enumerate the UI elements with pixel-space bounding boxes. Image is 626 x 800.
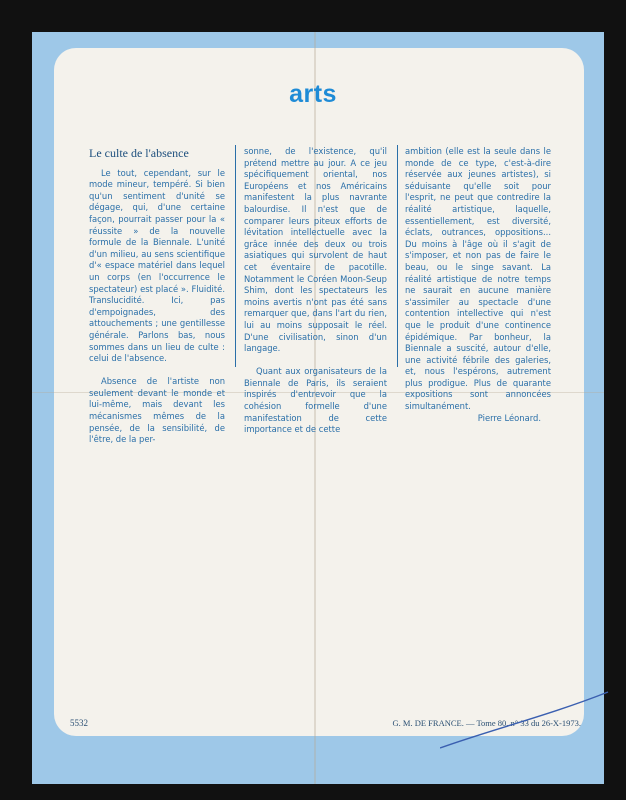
column-divider	[235, 145, 236, 367]
article-title: Le culte de l'absence	[89, 146, 189, 160]
section-title: arts	[289, 80, 337, 108]
column-2	[244, 146, 387, 436]
column-1	[89, 148, 225, 446]
paragraph: Absence de l'artiste non seulement devant le monde et lui-même, mais devant les mécanismes mêmes de la pensée, de la sensibilité, de l'être, de la per-	[89, 376, 225, 445]
author-signature: Pierre Léonard.	[477, 412, 541, 423]
column-3	[405, 146, 551, 424]
paragraph: ambition (elle est la seule dans le monde de ce type, c'est-à-dire réservée aux jeunes artistes), si séduisante qu'elle soit pour l'esprit, ne peut que contredire la réalité artistique, laquelle, essentiellement, est diversité, éclats, outrances, oppositions... Du moins à l'âge où il s'agit de s'imposer, et non pas de faire le beau, ou le singe savant. La réalité artistique de notre temps ne saurait en aucune manière s'assimiler au spectacle d'une contention intellective qui n'est que le produit d'une continence épidémique. Par bonheur, la Biennale a suscité, autour d'elle, une activité fébrile des galeries, et, nous l'espérons, autrement plus prodigue. Plus de quarante expositions sont annoncées simultanément.	[405, 146, 551, 412]
paragraph: sonne, de l'existence, qu'il prétend mettre au jour. A ce jeu spécifiquement oriental, nos Européens et nos Américains manifestent la plus navrante balourdise. Il n'est que de comparer leurs piteux efforts de lévitation intellectuelle avec la grâce innée des deux ou trois asiatiques qui survolent de haut cet éventaire de pacotille. Notamment le Coréen Moon-Seup Shim, dont les spectateurs les moins avertis n'ont pas été sans remarquer que, dans l'art du rien, lui au moins supposait le réel. D'une civilisation, sinon d'un langage.	[244, 146, 387, 354]
page-number: 5532	[70, 718, 88, 728]
column-divider	[397, 145, 398, 367]
pen-stroke-mark	[440, 690, 610, 750]
paragraph: Le tout, cependant, sur le mode mineur, tempéré. Si bien qu'un sentiment d'unité se dégage, qui, d'une certaine façon, pourrait passer pour la « réussite » de la nouvelle formule de la Biennale. L'unité d'un milieu, au sens scientifique d'« espace matériel dans lequel un corps (en l'occurrence le spectateur) est placé ». Fluidité. Translucidité. Ici, pas d'empoignades, des attouchements ; une gentillesse générale. Parlons bas, nous sommes dans un lieu de culte : celui de l'absence.	[89, 167, 225, 364]
publication-reference: G. M. DE FRANCE. — Tome 80, n° 33 du 26-X-1973.	[392, 718, 581, 728]
paragraph: Quant aux organisateurs de la Biennale de Paris, ils seraient inspirés d'entrevoir que la cohésion formelle d'une manifestation de cette importance et de cette	[244, 366, 387, 435]
